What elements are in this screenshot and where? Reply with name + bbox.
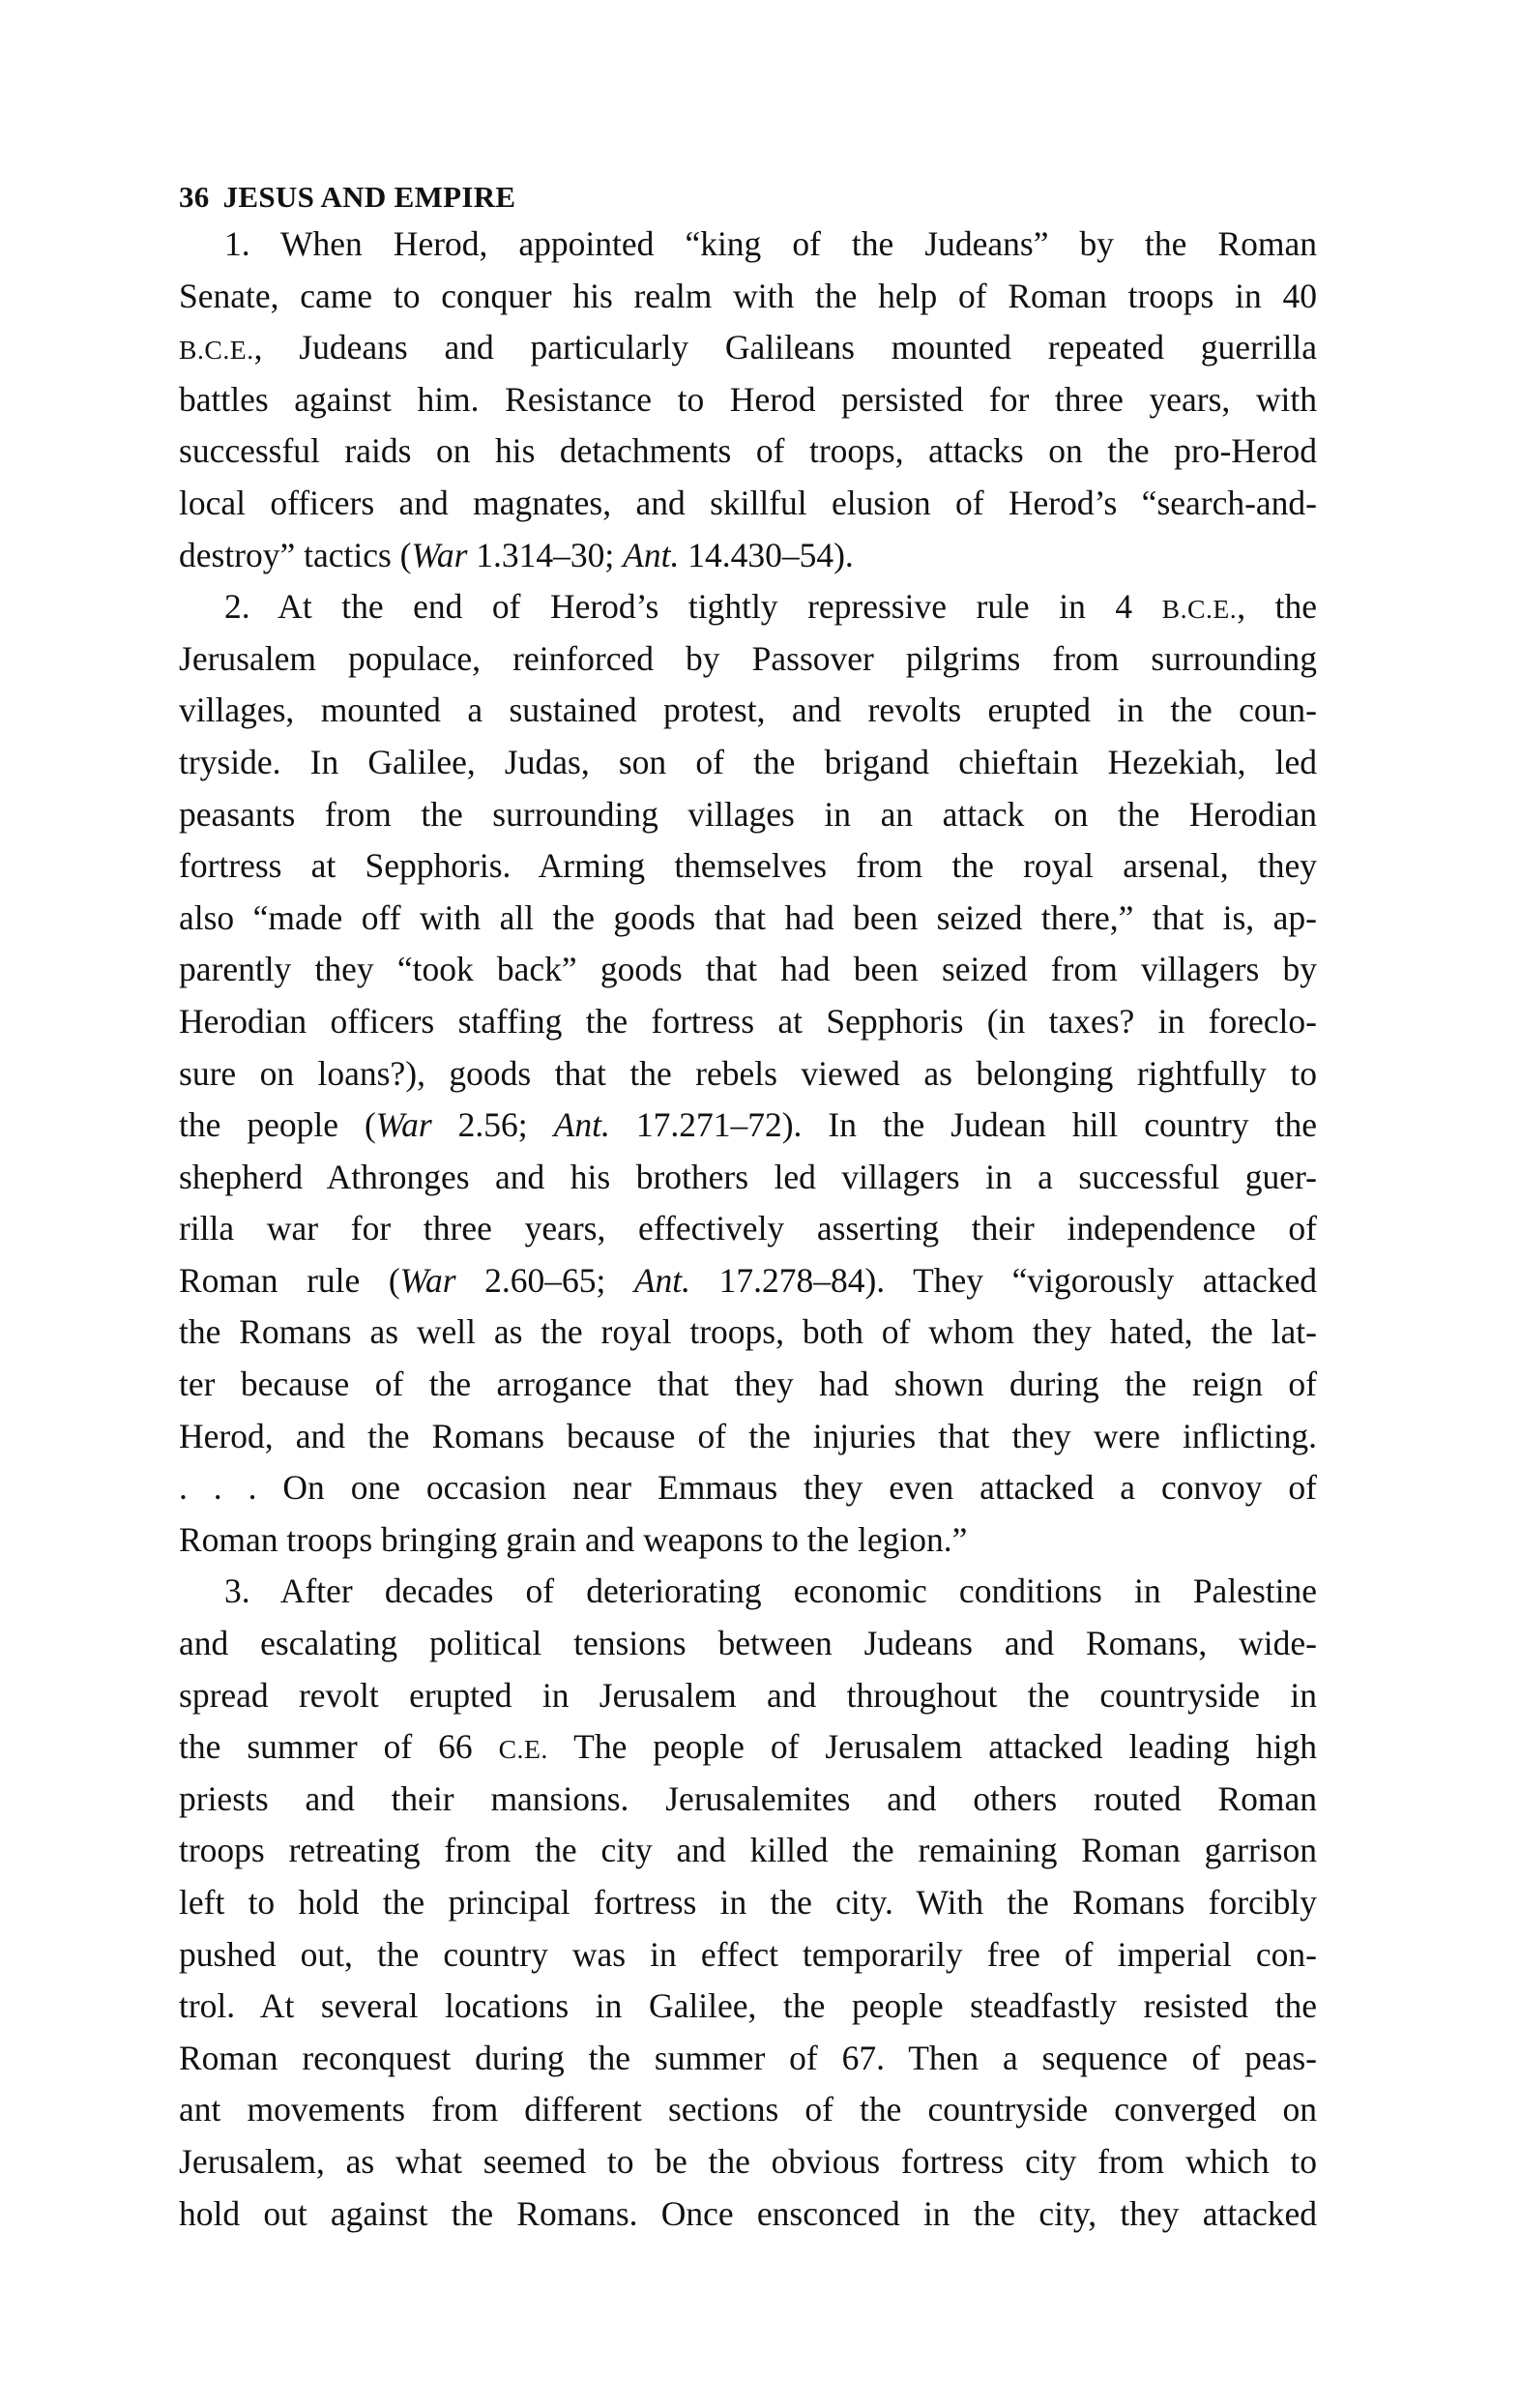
- page-number: 36: [179, 180, 210, 214]
- text-line: [179, 893, 1317, 945]
- text-segment: parently they “took back” goods that had been seized from villagers by: [179, 950, 1317, 989]
- text-line: [179, 426, 1317, 478]
- text-segment: Jerusalem, as what seemed to be the obvious fortress city from which to: [179, 2141, 1317, 2181]
- era-abbreviation: B.C.E.: [179, 335, 254, 366]
- text-segment: Roman reconquest during the summer of 67. Then a sequence of peas-: [179, 2038, 1317, 2077]
- text-segment: 2.56;: [431, 1105, 554, 1145]
- paragraph: [179, 1566, 1317, 2240]
- text-segment: ter because of the arrogance that they had shown during the reign of: [179, 1365, 1317, 1404]
- text-line: [179, 581, 1317, 633]
- text-line: [179, 1566, 1317, 1618]
- text-segment: 17.271–72). In the Judean hill country the: [609, 1105, 1317, 1145]
- text-segment: 17.278–84). They “vigorously attacked: [690, 1260, 1317, 1300]
- text-segment: The people of Jerusalem attacked leading high: [547, 1727, 1317, 1767]
- text-segment: the summer of 66: [179, 1727, 499, 1767]
- text-segment: troops retreating from the city and killed the remaining Roman garrison: [179, 1831, 1317, 1870]
- text-segment: also “made off with all the goods that had been seized there,” that is, ap-: [179, 897, 1317, 937]
- text-line: [179, 840, 1317, 893]
- text-line: [179, 1618, 1317, 1670]
- text-segment: 1.314–30;: [467, 535, 624, 574]
- text-segment: sure on loans?), goods that the rebels viewed as belonging rightfully to: [179, 1053, 1317, 1093]
- text-line: [179, 1981, 1317, 2033]
- text-line: [179, 1359, 1317, 1411]
- text-line: [179, 1929, 1317, 1982]
- text-segment: peasants from the surrounding villages in an attack on the Herodian: [179, 794, 1317, 834]
- text-segment: Senate, came to conquer his realm with the help of Roman troops in 40: [179, 276, 1317, 315]
- text-line: [179, 1774, 1317, 1826]
- text-line: [179, 737, 1317, 789]
- era-abbreviation: B.C.E.: [1161, 594, 1238, 625]
- text-segment: rilla war for three years, effectively asserting their independence of: [179, 1209, 1317, 1248]
- text-segment: destroy” tactics (: [179, 535, 412, 574]
- text-line: [179, 2033, 1317, 2085]
- text-segment: pushed out, the country was in effect temporarily free of imperial con-: [179, 1934, 1317, 1974]
- text-line: [179, 322, 1317, 374]
- text-segment: shepherd Athronges and his brothers led villagers in a successful guer-: [179, 1157, 1317, 1196]
- text-segment: fortress at Sepphoris. Arming themselves from the royal arsenal, they: [179, 846, 1317, 886]
- text-line: [179, 2084, 1317, 2136]
- text-segment: Jerusalem populace, reinforced by Passover pilgrims from surrounding: [179, 638, 1317, 678]
- text-line: [179, 1203, 1317, 1255]
- running-head-title: JESUS AND EMPIRE: [222, 180, 516, 214]
- text-segment: tryside. In Galilee, Judas, son of the brigand chieftain Hezekiah, led: [179, 742, 1317, 781]
- text-line: [179, 219, 1317, 271]
- body-text: [179, 219, 1317, 2240]
- text-line: [179, 2136, 1317, 2188]
- text-line: [179, 685, 1317, 737]
- text-segment: 14.430–54).: [679, 535, 854, 574]
- text-segment: Roman troops bringing grain and weapons to the legion.”: [179, 1519, 968, 1559]
- text-segment: local officers and magnates, and skillful elusion of Herod’s “search-and-: [179, 483, 1317, 522]
- paragraph: [179, 581, 1317, 1566]
- text-segment: left to hold the principal fortress in the city. With the Romans forcibly: [179, 1883, 1317, 1922]
- text-line: [179, 1255, 1317, 1307]
- text-segment: hold out against the Romans. Once ensconced in the city, they attacked: [179, 2193, 1317, 2233]
- text-line: [179, 530, 1317, 582]
- text-line: [179, 944, 1317, 996]
- text-line: [179, 374, 1317, 426]
- text-line: [179, 996, 1317, 1048]
- text-line: [179, 1411, 1317, 1463]
- citation-title: Ant.: [633, 1260, 691, 1300]
- text-line: [179, 1721, 1317, 1774]
- citation-title: War: [411, 535, 468, 574]
- text-line: [179, 478, 1317, 530]
- text-segment: , the: [1237, 587, 1317, 627]
- text-segment: and escalating political tensions between Judeans and Romans, wide-: [179, 1624, 1317, 1663]
- citation-title: Ant.: [623, 535, 680, 574]
- text-segment: . . . On one occasion near Emmaus they even attacked a convoy of: [179, 1468, 1317, 1508]
- text-line: [179, 633, 1317, 686]
- text-line: [179, 1152, 1317, 1204]
- text-segment: ant movements from different sections of the countryside converged on: [179, 2090, 1317, 2129]
- text-line: [179, 2188, 1317, 2241]
- text-line: [179, 1307, 1317, 1359]
- text-line: [179, 1670, 1317, 1722]
- text-segment: 2.60–65;: [455, 1260, 634, 1300]
- text-line: [179, 1825, 1317, 1877]
- text-segment: Herodian officers staffing the fortress at Sepphoris (in taxes? in foreclo-: [179, 1001, 1317, 1041]
- running-head: [179, 180, 515, 215]
- text-line: [179, 1462, 1317, 1514]
- text-segment: the Romans as well as the royal troops, both of whom they hated, the lat-: [179, 1312, 1317, 1352]
- text-segment: villages, mounted a sustained protest, and revolts erupted in the coun-: [179, 690, 1317, 730]
- text-line: [179, 1048, 1317, 1101]
- text-line: [179, 789, 1317, 841]
- citation-title: War: [399, 1260, 456, 1300]
- citation-title: Ant.: [553, 1105, 610, 1145]
- text-line: [179, 1877, 1317, 1929]
- text-line: [179, 271, 1317, 323]
- era-abbreviation: C.E.: [498, 1734, 548, 1765]
- text-segment: battles against him. Resistance to Herod persisted for three years, with: [179, 379, 1317, 419]
- citation-title: War: [375, 1105, 432, 1145]
- text-line: [179, 1100, 1317, 1152]
- text-segment: , Judeans and particularly Galileans mounted repeated guerrilla: [253, 328, 1317, 367]
- text-segment: successful raids on his detachments of troops, attacks on the pro-Herod: [179, 431, 1317, 471]
- text-segment: 2. At the end of Herod’s tightly repressive rule in 4: [224, 587, 1162, 627]
- text-segment: priests and their mansions. Jerusalemites and others routed Roman: [179, 1778, 1317, 1818]
- text-segment: 3. After decades of deteriorating economic conditions in Palestine: [224, 1571, 1317, 1611]
- text-segment: spread revolt erupted in Jerusalem and throughout the countryside in: [179, 1675, 1317, 1715]
- text-segment: Herod, and the Romans because of the injuries that they were inflicting.: [179, 1416, 1317, 1455]
- text-segment: Roman rule (: [179, 1260, 400, 1300]
- text-segment: 1. When Herod, appointed “king of the Judeans” by the Roman: [224, 224, 1317, 263]
- text-segment: the people (: [179, 1105, 376, 1145]
- paragraph: [179, 219, 1317, 581]
- text-segment: trol. At several locations in Galilee, the people steadfastly resisted the: [179, 1986, 1317, 2026]
- text-line: [179, 1514, 1317, 1567]
